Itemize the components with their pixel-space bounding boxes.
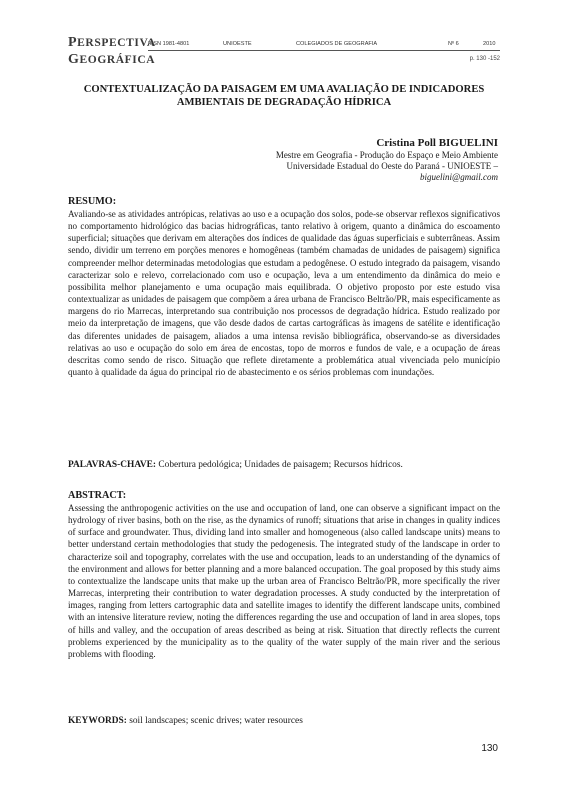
page-number: 130 <box>481 743 498 754</box>
keywords-label: KEYWORDS: <box>68 716 127 726</box>
abstract-heading: ABSTRACT: <box>68 490 127 501</box>
author-affiliation-1: Mestre em Geografia - Produção do Espaço e Meio Ambiente <box>275 150 498 160</box>
article-title: CONTEXTUALIZAÇÃO DA PAISAGEM EM UMA AVALIAÇÃO DE INDICADORES AMBIENTAIS DE DEGRADAÇÃO HÍDRICA <box>83 84 485 108</box>
author-affiliation-2: Universidade Estadual do Oeste do Paraná - UNIOESTE – <box>286 161 498 171</box>
journal-name-line1: PERSPECTIVA <box>68 35 156 50</box>
header-meta-bar <box>148 39 500 51</box>
keywords-values: soil landscapes; scenic drives; water resources <box>129 716 303 726</box>
palavras-chave-values: Cobertura pedológica; Unidades de paisagem; Recursos hídricos. <box>158 460 403 470</box>
resumo-text: Avaliando-se as atividades antrópicas, relativas ao uso e a ocupação dos solos, pode-se observar reflexos significativos no comportamento hidrológico das bacias hidrográficas, tanto relativo à origem, quanto a dinâmica do escoamento superficial; situações que derivam em alterações dos índices de qualidade das águas superficiais e subterrâneas. Assim sendo, dividir um terreno em porções menores e homogêneas (também chamadas de unidades de paisagem) significa compreender melhor determinadas metodologias que estudam a pedogênese. O estudo integrado da paisagem, visando caracterizar solo e relevo, correlacionado com uso e ocupação, leva a um entendimento da dinâmica do meio e possibilita melhor planejamento e uma ocupação mais equilibrada. O objetivo proposto por este estudo visa contextualizar as unidades de paisagem que compõem a área urbana de Francisco Beltrão/PR, mais especificamente as margens do rio Marrecas, interpretando sua contribuição nos processos de degradação hídrica. Estudo realizado por meio da interpretação de imagens, que vão desde dados de cartas cartográficas às imagens de satélite e identificação das diferentes unidades de paisagem, aliados a uma intensa revisão bibliográfica, observando-se as diversidades relativas ao uso e ocupação do solo em área de encostas, topo de morros e fundos de vale, e a ocupação de áreas descritas como sendo de risco. Situação que reflete diretamente a problemática atual vivenciada pelo município quanto à qualidade da água do principal rio de abastecimento e os sérios problemas com inundações. <box>68 209 500 378</box>
keywords <box>68 716 500 726</box>
palavras-chave-label: PALAVRAS-CHAVE: <box>68 460 157 470</box>
abstract-text: Assessing the anthropogenic activities on the use and occupation of land, one can observe a significant impact on the hydrology of river basins, both on the rise, as the dynamics of runoff; situations that arise in changes in quality indices of surface and groundwater. Thus, dividing land into smaller and homogeneous (also called landscape units) means to better understand certain methodologies that study the pedogenesis. The integrated study of the landscape in order to characterize soil and topography, correlates with the use and occupation, leads to an understanding of the dynamics of the environment and allows for better planning and a more balanced occupation. The goal proposed by this study aims to contextualize the landscape units that make up the urban area of Francisco Beltrão/PR, more specifically the river Marrecas, interpreting their contribution to water degradation processes. A study conducted by the interpretation of images, ranging from letters cartographic data and satellite images to identify the different landscape units, combined with an intensive literature review, noting the differences regarding the use and occupation of land in area slopes, tops of hills and valley, and the occupation of areas described as being at risk. Situation that directly reflects the current problems experienced by the municipality as to the quality of the water supply of the main river and the serious problems with flooding. <box>68 503 500 659</box>
page-range: p. 130 -152 <box>469 56 500 62</box>
journal-header <box>68 36 500 67</box>
institution: UNIOESTE <box>223 41 252 47</box>
author-name: Cristina Poll BIGUELINI <box>376 137 498 149</box>
issn: ISSN 1981-4801 <box>148 41 190 47</box>
author-email: biguelini@gmail.com <box>419 172 498 182</box>
palavras-chave <box>68 460 500 470</box>
collegiate: COLEGIADOS DE GEOGRAFIA <box>296 41 378 47</box>
resumo-heading: RESUMO: <box>68 196 117 207</box>
issue-year: 2010 <box>483 41 496 47</box>
issue-number: Nº 6 <box>448 41 459 47</box>
author-block <box>276 136 498 183</box>
journal-name-line2: GEOGRÁFICA <box>68 52 156 67</box>
